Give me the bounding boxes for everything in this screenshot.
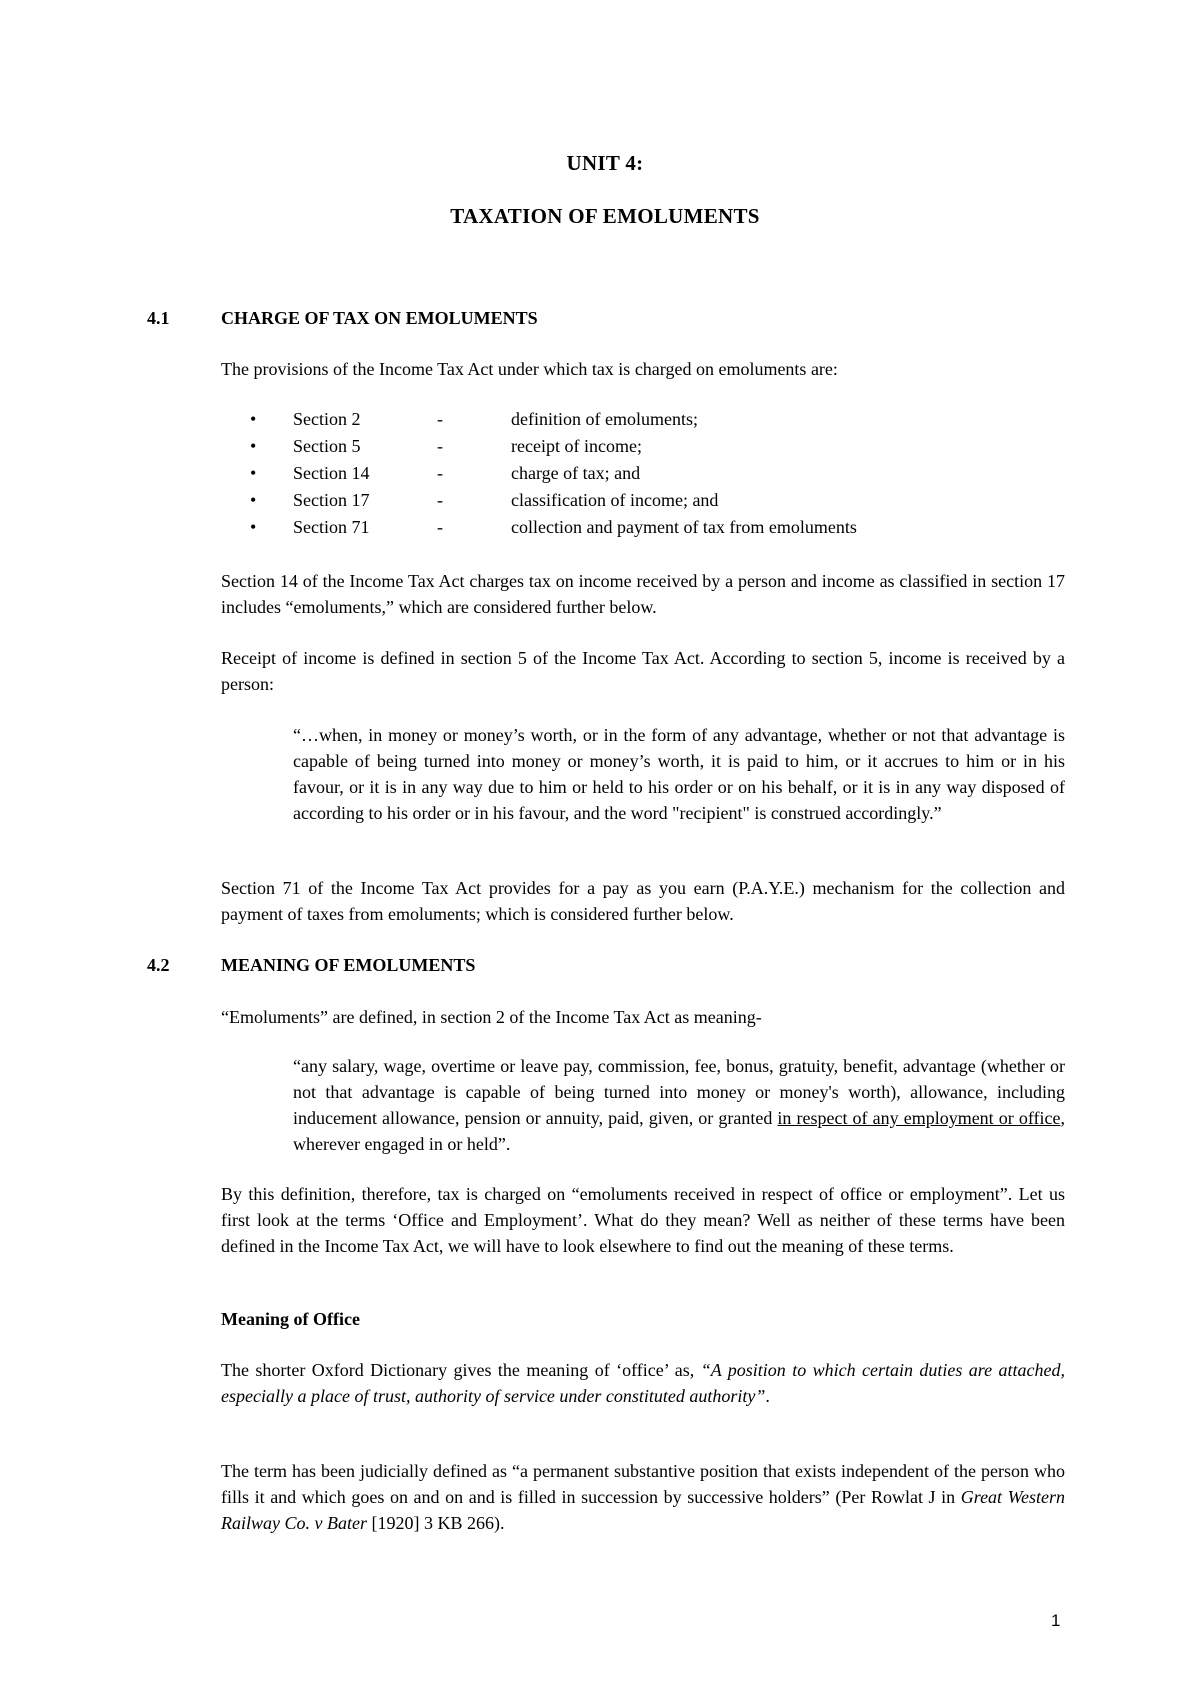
section-number: 4.1 — [147, 308, 170, 328]
page-number: 1 — [1051, 1611, 1061, 1630]
list-item-description: collection and payment of tax from emoluments — [511, 517, 857, 537]
paragraph: Receipt of income is defined in section 5 of the Income Tax Act. According to section 5, income is received by a person: — [221, 648, 1065, 694]
quote-text: “any salary, wage, overtime or leave pay, commission, fee, bonus, gratuity, benefit, advantage (whether or not that advantage is capable of being turned into money or money's worth), allowance, including inducement allowance, pension or annuity, paid, given, or granted — [293, 1056, 1065, 1128]
list-item-section: Section 17 — [293, 490, 370, 510]
case-name: Great Western Railway Co. v Bater — [221, 1487, 1065, 1533]
paragraph — [221, 1458, 1065, 1536]
block-quote — [293, 1053, 1065, 1157]
bullet-icon: • — [250, 490, 257, 510]
list-item-dash: - — [437, 463, 443, 483]
unit-subtitle: TAXATION OF EMOLUMENTS — [450, 204, 760, 228]
paragraph — [221, 1357, 1065, 1409]
paragraph-text-end: [1920] 3 KB 266). — [366, 1513, 505, 1533]
list-item-dash: - — [437, 409, 443, 429]
paragraph-italic-text: “A position to which certain duties are attached, especially a place of trust, authority of service under constituted authority” — [221, 1360, 1065, 1406]
list-item-description: charge of tax; and — [511, 463, 641, 483]
list-item-section: Section 2 — [293, 409, 361, 429]
section-number: 4.2 — [147, 955, 170, 975]
paragraph-text: The shorter Oxford Dictionary gives the meaning of ‘office’ as, — [221, 1360, 701, 1380]
list-item-section: Section 71 — [293, 517, 370, 537]
bullet-icon: • — [250, 463, 257, 483]
paragraph: By this definition, therefore, tax is charged on “emoluments received in respect of office or employment”. Let us first look at the terms ‘Office and Employment’. What do they mean? Well as neither of these terms have been defined in the Income Tax Act, we will have to look elsewhere to find out the meaning of these terms. — [221, 1184, 1065, 1256]
paragraph: Section 14 of the Income Tax Act charges tax on income received by a person and income as classified in section 17 includes “emoluments,” which are considered further below. — [221, 571, 1065, 617]
paragraph: “Emoluments” are defined, in section 2 of the Income Tax Act as meaning- — [221, 1007, 762, 1027]
list-item-description: receipt of income; — [511, 436, 642, 456]
bullet-icon: • — [250, 436, 257, 456]
quote-text-end: , wherever engaged in or held”. — [293, 1108, 1065, 1154]
section-title: CHARGE OF TAX ON EMOLUMENTS — [221, 308, 538, 328]
paragraph-text-end: . — [765, 1386, 770, 1406]
list-item-dash: - — [437, 436, 443, 456]
block-quote: “…when, in money or money’s worth, or in the form of any advantage, whether or not that advantage is capable of being turned into money or money’s worth, it is paid to him, or it accrues to him or in his favour, or it is in any way due to him or held to his order or on his behalf, or it is in any way disposed of according to his order or in his favour, and the word "recipient" is construed accordingly.” — [293, 725, 1065, 823]
bullet-icon: • — [250, 409, 257, 429]
unit-title: UNIT 4: — [566, 151, 644, 175]
list-item-section: Section 5 — [293, 436, 361, 456]
paragraph: Section 71 of the Income Tax Act provides for a pay as you earn (P.A.Y.E.) mechanism for the collection and payment of taxes from emoluments; which is considered further below. — [221, 878, 1065, 924]
section-title: MEANING OF EMOLUMENTS — [221, 955, 476, 975]
list-item-dash: - — [437, 490, 443, 510]
paragraph: The provisions of the Income Tax Act under which tax is charged on emoluments are: — [221, 359, 838, 379]
bullet-icon: • — [250, 517, 257, 537]
list-item-description: classification of income; and — [511, 490, 719, 510]
list-item-description: definition of emoluments; — [511, 409, 698, 429]
paragraph-text: The term has been judicially defined as “a permanent substantive position that exists independent of the person who fills it and which goes on and on and is filled in succession by successive holders” (Per Rowlat J in — [221, 1461, 1065, 1507]
quote-underlined-text: in respect of any employment or office — [777, 1108, 1061, 1128]
subheading: Meaning of Office — [221, 1309, 360, 1329]
list-item-section: Section 14 — [293, 463, 370, 483]
list-item-dash: - — [437, 517, 443, 537]
